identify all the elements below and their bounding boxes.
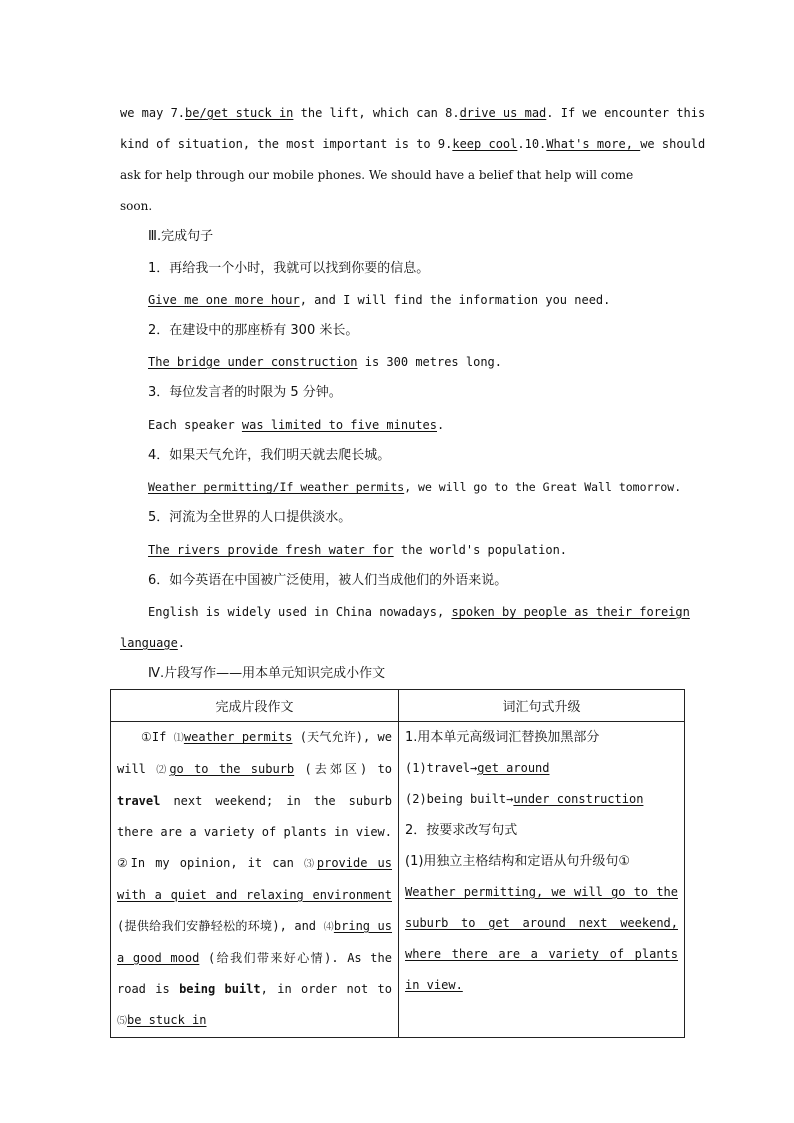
- writing-table: [110, 689, 685, 1038]
- passage-line-1: we may 7.be/get stuck in the lift, which can 8.drive us mad. If we encounter this: [120, 106, 706, 120]
- passage-line-2: kind of situation, the most important is to 9.keep cool.10.What's more, we should: [120, 137, 706, 151]
- item-4-chinese: 4．如果天气允许，我们明天就去爬长城。: [148, 448, 391, 463]
- answer-9: keep cool: [452, 137, 518, 151]
- upgrade-answer: Weather permitting, we will go to the suburb to get around next weekend, where there are a variety of plants in view.: [405, 885, 678, 992]
- upgrade-item-1: (1)travel→get around: [405, 761, 550, 775]
- item-6-answer-line: English is widely used in China nowadays, spoken by people as their foreign: [148, 605, 690, 619]
- upgrade-heading-2: 2．按要求改写句式: [405, 823, 518, 838]
- upgrade-item-2: (2)being built→under construction: [405, 792, 644, 806]
- col-header-paragraph: 完成片段作文: [111, 690, 399, 722]
- item-2-answer-line: The bridge under construction is 300 metres long.: [148, 355, 503, 369]
- section-3-heading: Ⅲ.完成句子: [148, 229, 214, 244]
- upgrade-cell: [399, 722, 685, 1038]
- upgrade-heading-3: (1)用独立主格结构和定语从句升级句①: [405, 854, 631, 869]
- item-5-chinese: 5．河流为全世界的人口提供淡水。: [148, 510, 352, 525]
- item-1-chinese: 1．再给我一个小时，我就可以找到你要的信息。: [148, 261, 430, 276]
- item-3-answer-line: Each speaker was limited to five minutes.: [148, 418, 445, 432]
- item-6-answer-line-2: language.: [120, 636, 186, 650]
- passage-line-3: ask for help through our mobile phones. We should have a belief that help will come: [120, 168, 634, 182]
- section-4-heading: Ⅳ.片段写作——用本单元知识完成小作文: [148, 666, 386, 681]
- item-5-answer-line: The rivers provide fresh water for the world's population.: [148, 543, 568, 557]
- upgrade-heading-1: 1.用本单元高级词汇替换加黑部分: [405, 730, 600, 745]
- item-1-answer-line: Give me one more hour, and I will find the information you need.: [148, 293, 611, 307]
- col-header-upgrade: 词汇句式升级: [399, 690, 685, 722]
- item-4-answer-line: Weather permitting/If weather permits, we will go to the Great Wall tomorrow.: [148, 480, 682, 494]
- item-6-chinese: 6．如今英语在中国被广泛使用，被人们当成他们的外语来说。: [148, 573, 508, 588]
- item-3-chinese: 3．每位发言者的时限为 5 分钟。: [148, 385, 342, 400]
- answer-8: drive us mad: [459, 106, 547, 120]
- answer-7: be/get stuck in: [185, 106, 294, 120]
- item-2-chinese: 2．在建设中的那座桥有 300 米长。: [148, 323, 359, 338]
- paragraph-cell: ①If ⑴weather permits (天气允许), we will ⑵go to the suburb (去郊区) to travel next weekend; in the suburb there are a variety of plants in view. ②In my opinion, it can ⑶provide us with a quiet and relaxing environment (提供给我们安静轻松的环境), and ⑷bring us a good mood (给我们带来好心情). As the road is being built, in order not to ⑸be stuck in: [111, 722, 399, 1038]
- answer-10: What's more,: [546, 137, 641, 151]
- passage-line-4: soon.: [120, 199, 153, 213]
